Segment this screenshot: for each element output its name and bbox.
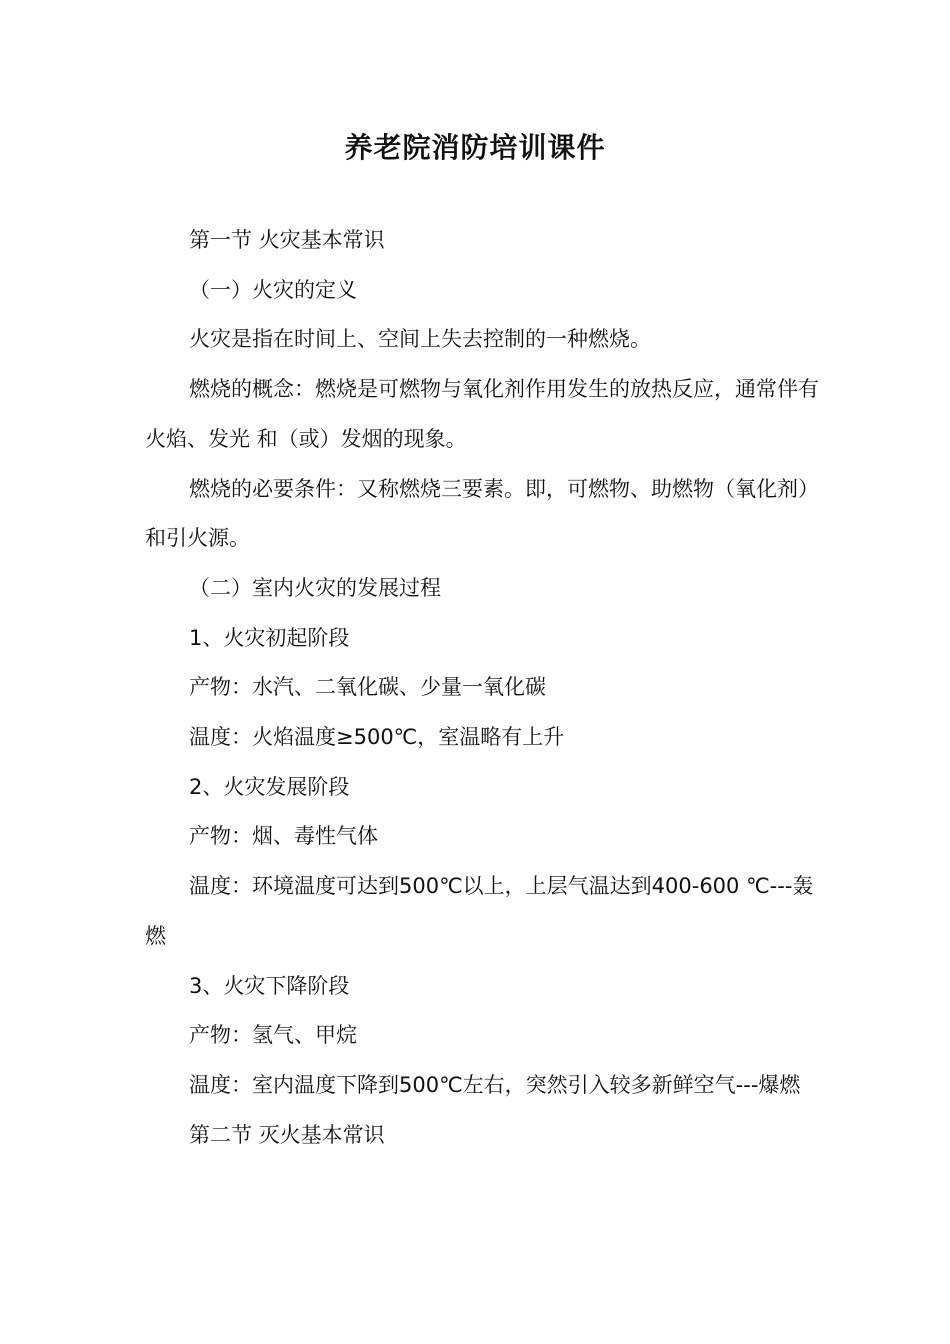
- stage-heading: 1、火灾初起阶段: [189, 625, 350, 650]
- subsection-heading: （二）室内火灾的发展过程: [189, 575, 441, 600]
- document-body: [145, 216, 820, 1160]
- document-title: 养老院消防培训课件: [344, 131, 606, 164]
- paragraph: 温度：室内温度下降到500℃左右，突然引入较多新鲜空气---爆燃: [189, 1072, 801, 1097]
- paragraph: 火灾是指在时间上、空间上失去控制的一种燃烧。: [189, 327, 651, 352]
- paragraph: 产物：烟、毒性气体: [189, 824, 378, 849]
- paragraph: 燃烧的概念：燃烧是可燃物与氧化剂作用发生的放热反应，通常伴有火焰、发光 和（或）发烟的现象。: [145, 377, 819, 451]
- stage-heading: 3、火灾下降阶段: [189, 973, 350, 998]
- paragraph: 产物：氢气、甲烷: [189, 1023, 357, 1048]
- paragraph: 燃烧的必要条件：又称燃烧三要素。即，可燃物、助燃物（氧化剂）和引火源。: [145, 476, 819, 551]
- section-heading: 第一节 火灾基本常识: [189, 228, 385, 252]
- section-heading: 第二节 灭火基本常识: [189, 1122, 385, 1147]
- paragraph: 温度：火焰温度≥500℃，室温略有上升: [189, 725, 565, 750]
- stage-heading: 2、火灾发展阶段: [189, 774, 350, 799]
- paragraph: 温度：环境温度可达到500℃以上，上层气温达到400-600 ℃---轰燃: [145, 874, 814, 948]
- paragraph: 产物：水汽、二氧化碳、少量一氧化碳: [189, 675, 546, 700]
- subsection-heading: （一）火灾的定义: [189, 277, 357, 302]
